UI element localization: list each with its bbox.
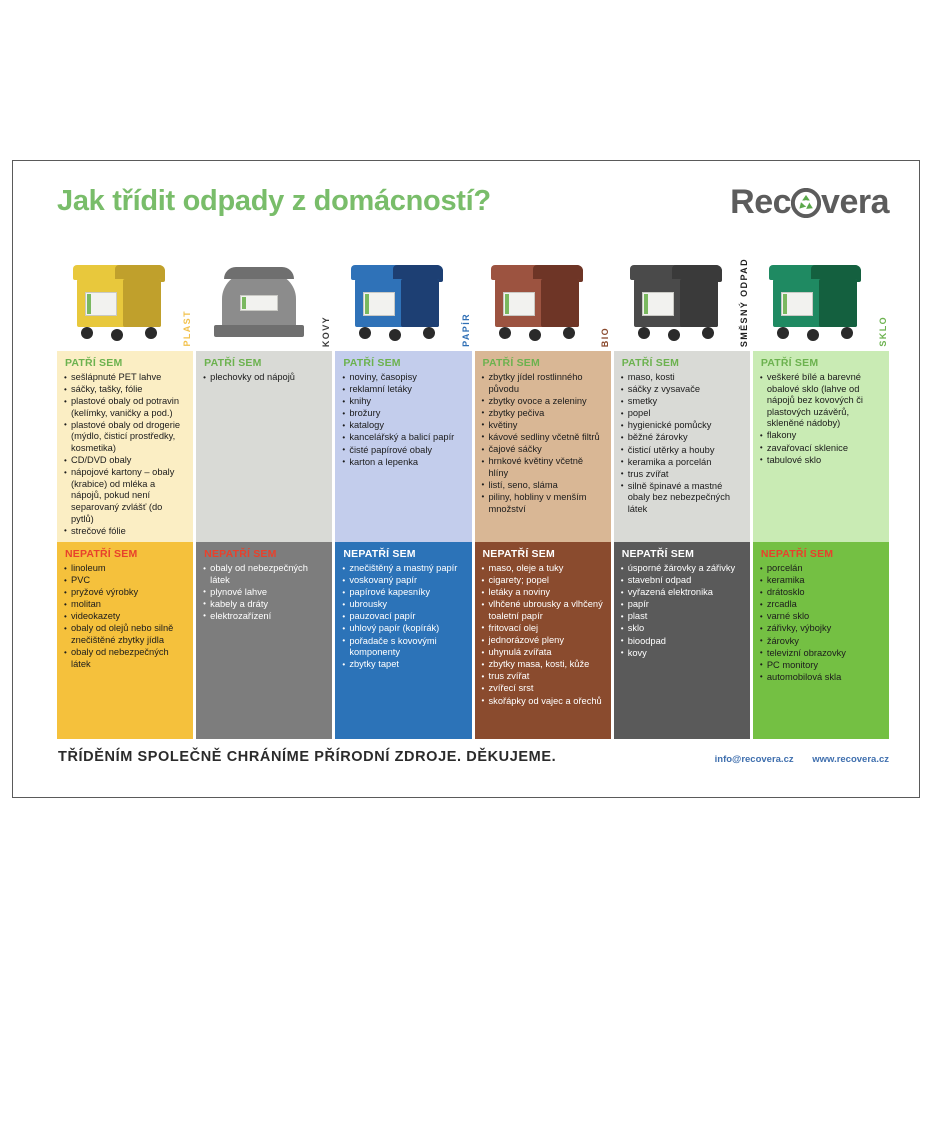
list-item: • zbytky ovoce a zeleniny [482, 396, 604, 408]
belongs-heading: PATŘÍ SEM [760, 357, 819, 369]
list-item: • reklamní letáky [342, 384, 464, 396]
not-belongs-list-plast [64, 563, 186, 670]
list-item: • varné sklo [760, 611, 882, 623]
list-item: • plastové obaly od potravin (kelímky, vaničky a pod.) [64, 396, 186, 419]
list-item: • popel [621, 408, 743, 420]
category-label-plast: PLAST [182, 310, 193, 347]
belongs-list-papir [342, 372, 464, 468]
list-item: • trus zvířat [482, 671, 604, 683]
category-column-bio [475, 247, 611, 739]
list-item: • kabely a dráty [203, 599, 325, 611]
belongs-heading: PATŘÍ SEM [621, 357, 680, 369]
list-item: • fritovací olej [482, 623, 604, 635]
list-item: • cigarety; popel [482, 575, 604, 587]
category-column-smesny [614, 247, 750, 739]
list-item: • běžné žárovky [621, 432, 743, 444]
page-title: Jak třídit odpady z domácností? [57, 185, 491, 217]
list-item: • maso, kosti [621, 372, 743, 384]
waste-bin-kovy [206, 259, 312, 351]
list-item: • pauzovací papír [342, 611, 464, 623]
belongs-heading: PATŘÍ SEM [204, 357, 262, 369]
list-item: • zavařovací sklenice [760, 443, 882, 455]
list-item: • sáčky z vysavače [621, 384, 743, 396]
list-item: • tabulové sklo [760, 455, 882, 467]
list-item: • sáčky, tašky, fólie [64, 384, 186, 396]
list-item: • skořápky od vajec a ořechů [482, 696, 604, 708]
list-item: • karton a lepenka [342, 457, 464, 469]
list-item: • zbytky jídel rostlinného původu [482, 372, 604, 395]
not-belongs-heading: NEPATŘÍ SEM [204, 548, 277, 560]
belongs-list-kovy [203, 372, 325, 384]
belongs-heading: PATŘÍ SEM [482, 357, 540, 369]
recycle-icon [791, 188, 821, 218]
not-belongs-heading: NEPATŘÍ SEM [621, 548, 695, 560]
list-item: • zrcadla [760, 599, 882, 611]
category-label-kovy: KOVY [321, 315, 332, 347]
list-item: • porcelán [760, 563, 882, 575]
list-item: • obaly od nebezpečných látek [203, 563, 325, 586]
waste-bin-papir [345, 259, 451, 351]
list-item: • plast [621, 611, 743, 623]
footer-slogan: TŘÍDĚNÍM SPOLEČNĚ CHRÁNÍME PŘÍRODNÍ ZDROJE. DĚKUJEME. [58, 749, 557, 765]
not-belongs-panel-kovy [196, 542, 332, 739]
list-item: • kávové sedliny včetně filtrů [482, 432, 604, 444]
not-belongs-list-kovy [203, 563, 325, 622]
list-item: • kancelářský a balicí papír [342, 432, 464, 444]
list-item: • sklo [621, 623, 743, 635]
not-belongs-panel-plast [57, 542, 193, 739]
poster-sheet [12, 160, 920, 798]
not-belongs-heading: NEPATŘÍ SEM [760, 548, 834, 560]
list-item: • pořadače s kovovými komponenty [342, 636, 464, 659]
list-item: • plechovky od nápojů [203, 372, 325, 384]
list-item: • elektrozařízení [203, 611, 325, 623]
category-label-bio: BIO [599, 326, 610, 347]
list-item: • automobilová skla [760, 672, 882, 684]
belongs-heading: PATŘÍ SEM [65, 357, 123, 369]
waste-bin-bio [485, 259, 591, 351]
list-item: • čisticí utěrky a houby [621, 445, 743, 457]
list-item: • letáky a noviny [482, 587, 604, 599]
belongs-panel-smesny [614, 351, 750, 542]
footer-contacts [699, 754, 889, 765]
not-belongs-list-sklo [760, 563, 882, 683]
list-item: • hygienické pomůcky [621, 420, 743, 432]
not-belongs-panel-bio [475, 542, 611, 739]
category-column-kovy [196, 247, 332, 739]
not-belongs-list-smesny [621, 563, 743, 659]
list-item: • bioodpad [621, 636, 743, 648]
bin-image-row-smesny [614, 247, 750, 351]
list-item: • obaly od olejů nebo silně znečištěné zbytky jídla [64, 623, 186, 646]
list-item: • silně špinavé a mastné obaly bez nebezpečných látek [621, 481, 743, 516]
list-item: • zbytky masa, kosti, kůže [482, 659, 604, 671]
list-item: • uhlový papír (kopírák) [342, 623, 464, 635]
list-item: • hrnkové květiny včetně hlíny [482, 456, 604, 479]
poster-footer [57, 749, 889, 779]
list-item: • CD/DVD obaly [64, 455, 186, 467]
list-item: • listí, seno, sláma [482, 480, 604, 492]
waste-bin-sklo [763, 259, 869, 351]
category-column-papir [335, 247, 471, 739]
logo-text-post: vera [821, 183, 889, 221]
list-item: • linoleum [64, 563, 186, 575]
list-item: • úsporné žárovky a zářivky [621, 563, 743, 575]
list-item: • videokazety [64, 611, 186, 623]
logo-text-pre: Rec [730, 183, 792, 221]
list-item: • brožury [342, 408, 464, 420]
list-item: • keramika a porcelán [621, 457, 743, 469]
list-item: • veškeré bílé a barevné obalové sklo (lahve od nápojů bez kovových či plastových uzávěrů, skleněné nádoby) [760, 372, 882, 430]
list-item: • katalogy [342, 420, 464, 432]
list-item: • strečové fólie [64, 526, 186, 538]
belongs-list-smesny [621, 372, 743, 516]
list-item: • PVC [64, 575, 186, 587]
belongs-panel-kovy [196, 351, 332, 542]
not-belongs-heading: NEPATŘÍ SEM [343, 548, 416, 560]
category-column-plast [57, 247, 193, 739]
belongs-heading: PATŘÍ SEM [343, 357, 401, 369]
list-item: • noviny, časopisy [342, 372, 464, 384]
belongs-panel-papir [335, 351, 471, 542]
list-item: • smetky [621, 396, 743, 408]
list-item: • voskovaný papír [342, 575, 464, 587]
list-item: • maso, oleje a tuky [482, 563, 604, 575]
list-item: • papír [621, 599, 743, 611]
belongs-panel-bio [475, 351, 611, 542]
list-item: • sešlápnuté PET lahve [64, 372, 186, 384]
list-item: • kovy [621, 648, 743, 660]
list-item: • trus zvířat [621, 469, 743, 481]
bin-image-row-plast [57, 247, 193, 351]
list-item: • flakony [760, 430, 882, 442]
list-item: • uhynulá zvířata [482, 647, 604, 659]
list-item: • vlhčené ubrousky a vlhčený toaletní papír [482, 599, 604, 622]
list-item: • piliny, hobliny v menším množství [482, 492, 604, 515]
list-item: • zbytky pečiva [482, 408, 604, 420]
belongs-list-bio [482, 372, 604, 515]
list-item: • čajové sáčky [482, 444, 604, 456]
category-label-papir: PAPÍR [460, 313, 471, 347]
waste-bin-plast [67, 259, 173, 351]
belongs-list-sklo [760, 372, 882, 466]
list-item: • zbytky tapet [342, 659, 464, 671]
waste-category-grid [57, 247, 889, 739]
not-belongs-list-papir [342, 563, 464, 671]
list-item: • žárovky [760, 636, 882, 648]
list-item: • nápojové kartony – obaly (krabice) od mléka a nápojů, pokud není separovaný zvlášť (do pytlů) [64, 467, 186, 525]
belongs-panel-plast [57, 351, 193, 542]
list-item: • čisté papírové obaly [342, 445, 464, 457]
category-label-sklo: SKLO [878, 316, 889, 347]
bin-image-row-bio [475, 247, 611, 351]
not-belongs-panel-sklo [753, 542, 889, 739]
list-item: • plynové lahve [203, 587, 325, 599]
list-item: • jednorázové pleny [482, 635, 604, 647]
list-item: • plastové obaly od drogerie (mýdlo, čisticí prostředky, kosmetika) [64, 420, 186, 455]
waste-bin-smesny [624, 259, 730, 351]
list-item: • květiny [482, 420, 604, 432]
bin-image-row-kovy [196, 247, 332, 351]
footer-email[interactable]: info@recovera.cz [714, 754, 794, 765]
belongs-list-plast [64, 372, 186, 537]
list-item: • zvířecí srst [482, 683, 604, 695]
list-item: • vyřazená elektronika [621, 587, 743, 599]
not-belongs-panel-papir [335, 542, 471, 739]
list-item: • knihy [342, 396, 464, 408]
bin-image-row-sklo [753, 247, 889, 351]
list-item: • drátosklo [760, 587, 882, 599]
list-item: • molitan [64, 599, 186, 611]
list-item: • papírové kapesníky [342, 587, 464, 599]
belongs-panel-sklo [753, 351, 889, 542]
list-item: • zářivky, výbojky [760, 623, 882, 635]
category-label-smesny: SMĚSNÝ ODPAD [738, 257, 749, 347]
not-belongs-list-bio [482, 563, 604, 707]
poster-header [57, 185, 889, 237]
list-item: • PC monitory [760, 660, 882, 672]
list-item: • keramika [760, 575, 882, 587]
list-item: • stavební odpad [621, 575, 743, 587]
list-item: • ubrousky [342, 599, 464, 611]
footer-website[interactable]: www.recovera.cz [812, 754, 889, 765]
list-item: • obaly od nebezpečných látek [64, 647, 186, 670]
not-belongs-heading: NEPATŘÍ SEM [65, 548, 138, 560]
not-belongs-heading: NEPATŘÍ SEM [482, 548, 555, 560]
list-item: • televizní obrazovky [760, 648, 882, 660]
bin-image-row-papir [335, 247, 471, 351]
list-item: • pryžové výrobky [64, 587, 186, 599]
recovera-logo [730, 183, 889, 222]
category-column-sklo [753, 247, 889, 739]
list-item: • znečištěný a mastný papír [342, 563, 464, 575]
not-belongs-panel-smesny [614, 542, 750, 739]
